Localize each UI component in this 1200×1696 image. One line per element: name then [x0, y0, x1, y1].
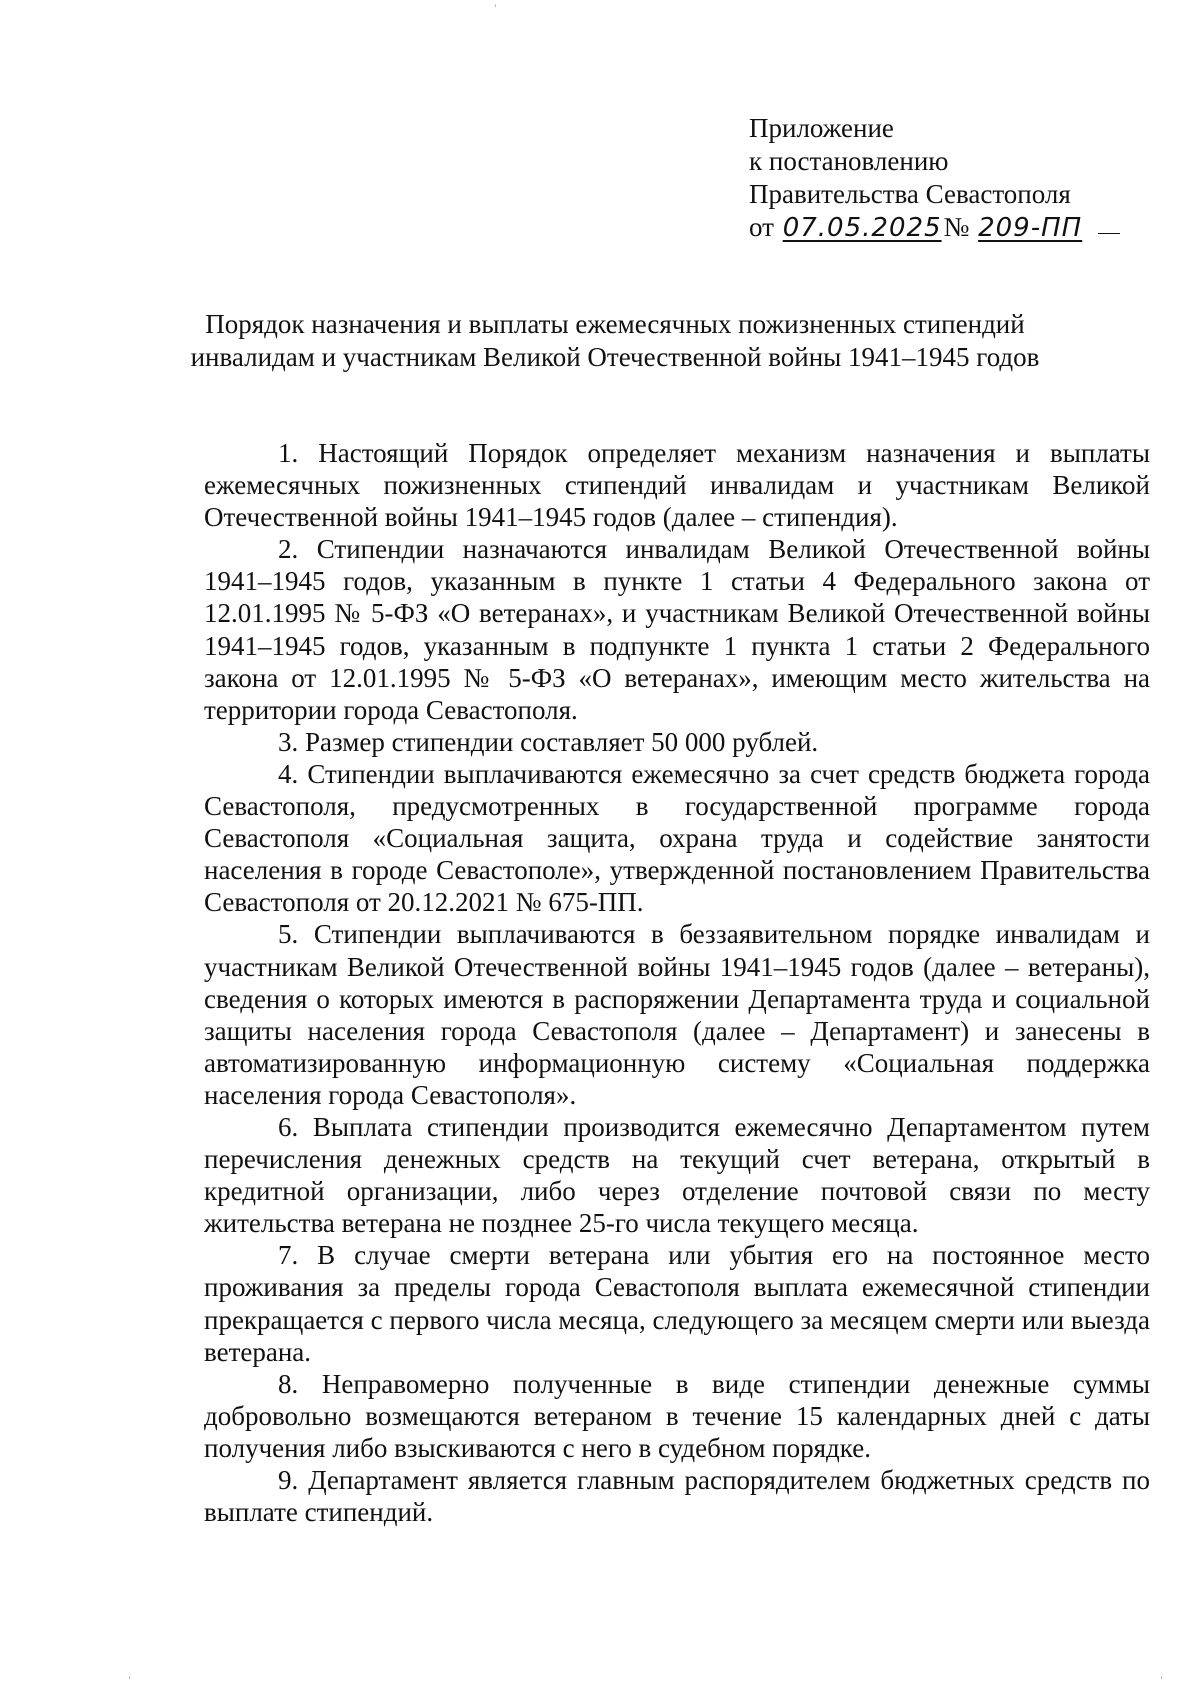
scan-mark-bottom-left: ˈ	[128, 1676, 131, 1687]
paragraph-1: 1. Настоящий Порядок определяет механизм назначения и выплаты ежемесячных пожизненных стипендий инвалидам и участникам Великой Отечественной войны 1941–1945 годов (далее – стипендия).	[204, 438, 1150, 533]
document-title	[150, 308, 1080, 374]
appendix-line-2: к постановлению	[749, 146, 949, 176]
document-body	[204, 437, 1150, 1528]
blank-underline	[1098, 233, 1120, 234]
appendix-date-line	[749, 211, 1149, 245]
paragraph-3: 3. Размер стипендии составляет 50 000 рублей.	[278, 726, 819, 757]
paragraph-2: 2. Стипендии назначаются инвалидам Великой Отечественной войны 1941–1945 годов, указанным в пункте 1 статьи 4 Федерального закона от 12.01.1995 № 5-ФЗ «О ветеранах», и участникам Великой Отечественной войны 1941–1945 годов, указанным в подпункте 1 пункта 1 статьи 2 Федерального закона от 12.01.1995 № 5-ФЗ «О ветеранах», имеющим место жительства на территории города Севастополя.	[204, 534, 1150, 725]
number-sign: №	[943, 212, 970, 242]
handwritten-number: 209-ПП	[978, 213, 1083, 243]
paragraph-6: 6. Выплата стипендии производится ежемесячно Департаментом путем перечисления денежных средств на текущий счет ветерана, открытый в кредитной организации, либо через отделение почтовой связи по месту жительства ветерана не позднее 25-го числа текущего месяца.	[204, 1111, 1150, 1239]
paragraph-9: 9. Департамент является главным распорядителем бюджетных средств по выплате стипендий.	[204, 1465, 1150, 1528]
paragraph-5: 5. Стипендии выплачиваются в беззаявительном порядке инвалидам и участникам Великой Отечественной войны 1941–1945 годов (далее – ветераны), сведения о которых имеются в распоряжении Департамента труда и социальной защиты населения города Севастополя (далее – Департамент) и занесены в автоматизированную информационную систему «Социальная поддержка населения города Севастополя».	[204, 919, 1150, 1110]
title-line-1: Порядок назначения и выплаты ежемесячных пожизненных стипендий	[205, 309, 1025, 339]
handwritten-date: 07.05.2025	[782, 213, 942, 243]
scan-mark-bottom-right: ˈ	[1160, 1676, 1163, 1687]
title-line-2: инвалидам и участникам Великой Отечественной войны 1941–1945 годов	[190, 342, 1040, 372]
appendix-block	[749, 112, 1149, 245]
appendix-line-3: Правительства Севастополя	[749, 179, 1071, 209]
appendix-line-1: Приложение	[749, 113, 894, 143]
date-prefix: от	[749, 212, 774, 242]
scan-mark-top: ˈ	[494, 4, 497, 15]
paragraph-8: 8. Неправомерно полученные в виде стипендии денежные суммы добровольно возмещаются ветераном в течение 15 календарных дней с даты получения либо взыскиваются с него в судебном порядке.	[204, 1368, 1150, 1463]
paragraph-7: 7. В случае смерти ветерана или убытия его на постоянное место проживания за пределы города Севастополя выплата ежемесячной стипендии прекращается с первого числа месяца, следующего за месяцем смерти или выезда ветерана.	[204, 1240, 1150, 1367]
paragraph-4: 4. Стипендии выплачиваются ежемесячно за счет средств бюджета города Севастополя, предусмотренных в государственной программе города Севастополя «Социальная защита, охрана труда и содействие занятости населения в городе Севастополе», утвержденной постановлением Правительства Севастополя от 20.12.2021 № 675-ПП.	[204, 758, 1150, 918]
